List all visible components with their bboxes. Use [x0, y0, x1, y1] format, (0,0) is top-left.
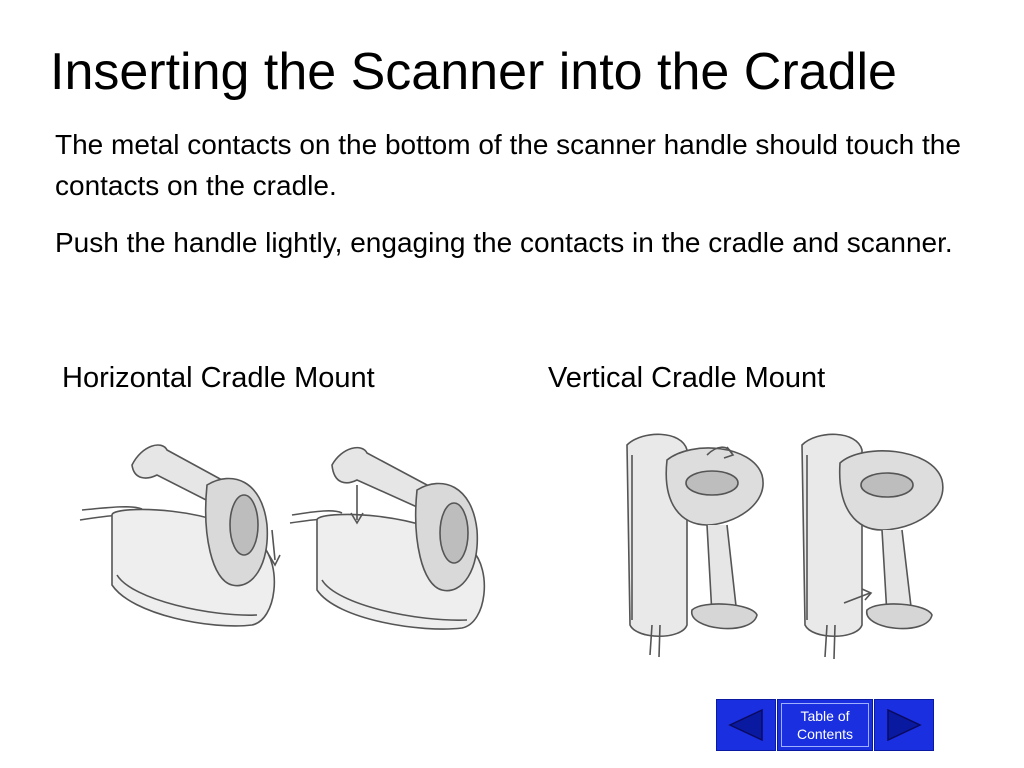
instruction-paragraph-2: Push the handle lightly, engaging the contacts in the cradle and scanner.	[55, 227, 953, 258]
slide-title: Inserting the Scanner into the Cradle	[50, 43, 897, 101]
vertical-mount-illustration	[612, 425, 957, 665]
horizontal-mount-illustration	[72, 425, 502, 640]
table-of-contents-label	[781, 703, 869, 747]
triangle-right-icon	[884, 708, 924, 742]
toc-label-line2: Contents	[796, 726, 854, 742]
instruction-paragraph-1: The metal contacts on the bottom of the scanner handle should touch the contacts on the cradle.	[55, 129, 961, 201]
table-of-contents-button[interactable]	[777, 699, 873, 751]
toc-label-line1: Table of	[800, 708, 850, 724]
triangle-left-icon	[726, 708, 766, 742]
vertical-mount-caption: Vertical Cradle Mount	[548, 362, 826, 394]
next-slide-button[interactable]	[874, 699, 934, 751]
horizontal-mount-caption: Horizontal Cradle Mount	[62, 362, 375, 394]
previous-slide-button[interactable]	[716, 699, 776, 751]
slide-navigation	[716, 699, 934, 751]
